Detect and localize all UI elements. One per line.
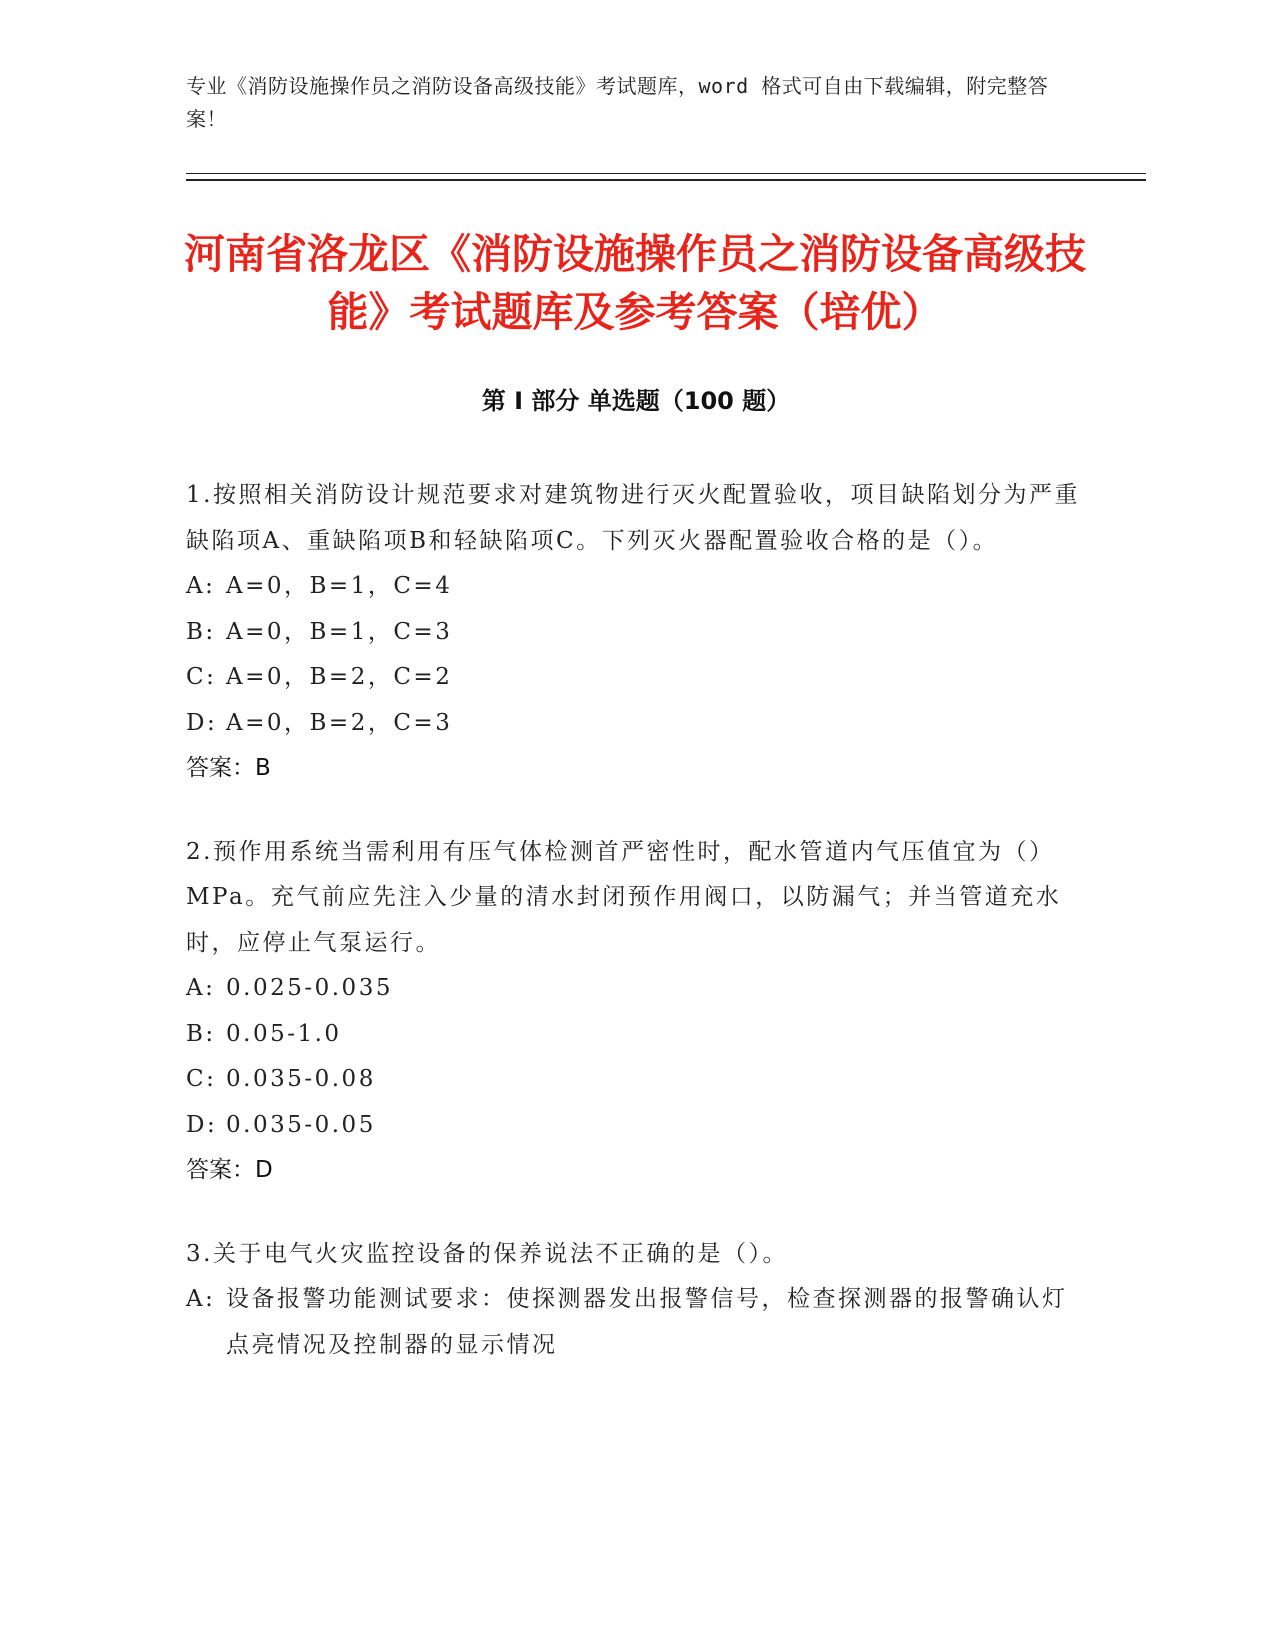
option-key: B:	[186, 1020, 216, 1047]
option-key: D:	[186, 1111, 218, 1138]
header-divider-thin	[186, 173, 1146, 174]
header-note: 专业《消防设施操作员之消防设备高级技能》考试题库，word 格式可自由下载编辑，附完整答案！	[186, 74, 1049, 131]
question-2	[186, 830, 1086, 1194]
option-value: 0.05-1.0	[226, 1020, 342, 1047]
option-key: A:	[186, 975, 216, 1001]
question-text: 1.按照相关消防设计规范要求对建筑物进行灭火配置验收，项目缺陷划分为严重缺陷项A、重缺陷项B和轻缺陷项C。下列灭火器配置验收合格的是（）。	[186, 482, 1080, 554]
option-value: 设备报警功能测试要求：使探测器发出报警信号，检查探测器的报警确认灯点亮情况及控制器的显示情况	[226, 1286, 1068, 1358]
option-d	[186, 701, 1086, 747]
option-value: A=0，B=2，C=3	[226, 709, 453, 736]
option-value: 0.035-0.08	[226, 1066, 376, 1092]
question-3	[186, 1232, 1086, 1369]
option-c	[186, 655, 1086, 701]
option-a	[186, 564, 1086, 610]
option-value: 0.025-0.035	[226, 975, 393, 1001]
question-text: 3.关于电气火灾监控设备的保养说法不正确的是（）。	[186, 1240, 788, 1267]
option-b	[186, 610, 1086, 656]
answer-line: 答案：D	[186, 1157, 273, 1183]
option-key: D:	[186, 709, 218, 736]
option-key: C:	[186, 1066, 217, 1092]
option-c	[186, 1057, 1086, 1103]
option-key: B:	[186, 618, 216, 645]
option-value: A=0，B=1，C=3	[226, 618, 453, 645]
option-a	[186, 1277, 1086, 1368]
document-title: 河南省洛龙区《消防设施操作员之消防设备高级技能》考试题库及参考答案（培优）	[184, 230, 1086, 336]
option-key: A:	[186, 1286, 216, 1312]
option-b	[186, 1012, 1086, 1058]
option-a	[186, 966, 1086, 1012]
option-key: C:	[186, 664, 217, 690]
option-value: 0.035-0.05	[226, 1111, 376, 1138]
section-heading: 第 I 部分 单选题（100 题）	[481, 387, 791, 415]
answer-line: 答案：B	[186, 755, 271, 781]
option-value: A=0，B=2，C=2	[226, 664, 453, 690]
question-text: 2.预作用系统当需利用有压气体检测首严密性时，配水管道内气压值宜为（）MPa。充气前应先注入少量的清水封闭预作用阀口，以防漏气；并当管道充水时，应停止气泵运行。	[186, 838, 1062, 956]
option-key: A:	[186, 573, 216, 599]
header-divider-thick	[186, 179, 1146, 181]
question-1	[186, 473, 1086, 792]
option-value: A=0，B=1，C=4	[226, 573, 453, 599]
question-list	[186, 473, 1086, 1406]
option-d	[186, 1103, 1086, 1149]
